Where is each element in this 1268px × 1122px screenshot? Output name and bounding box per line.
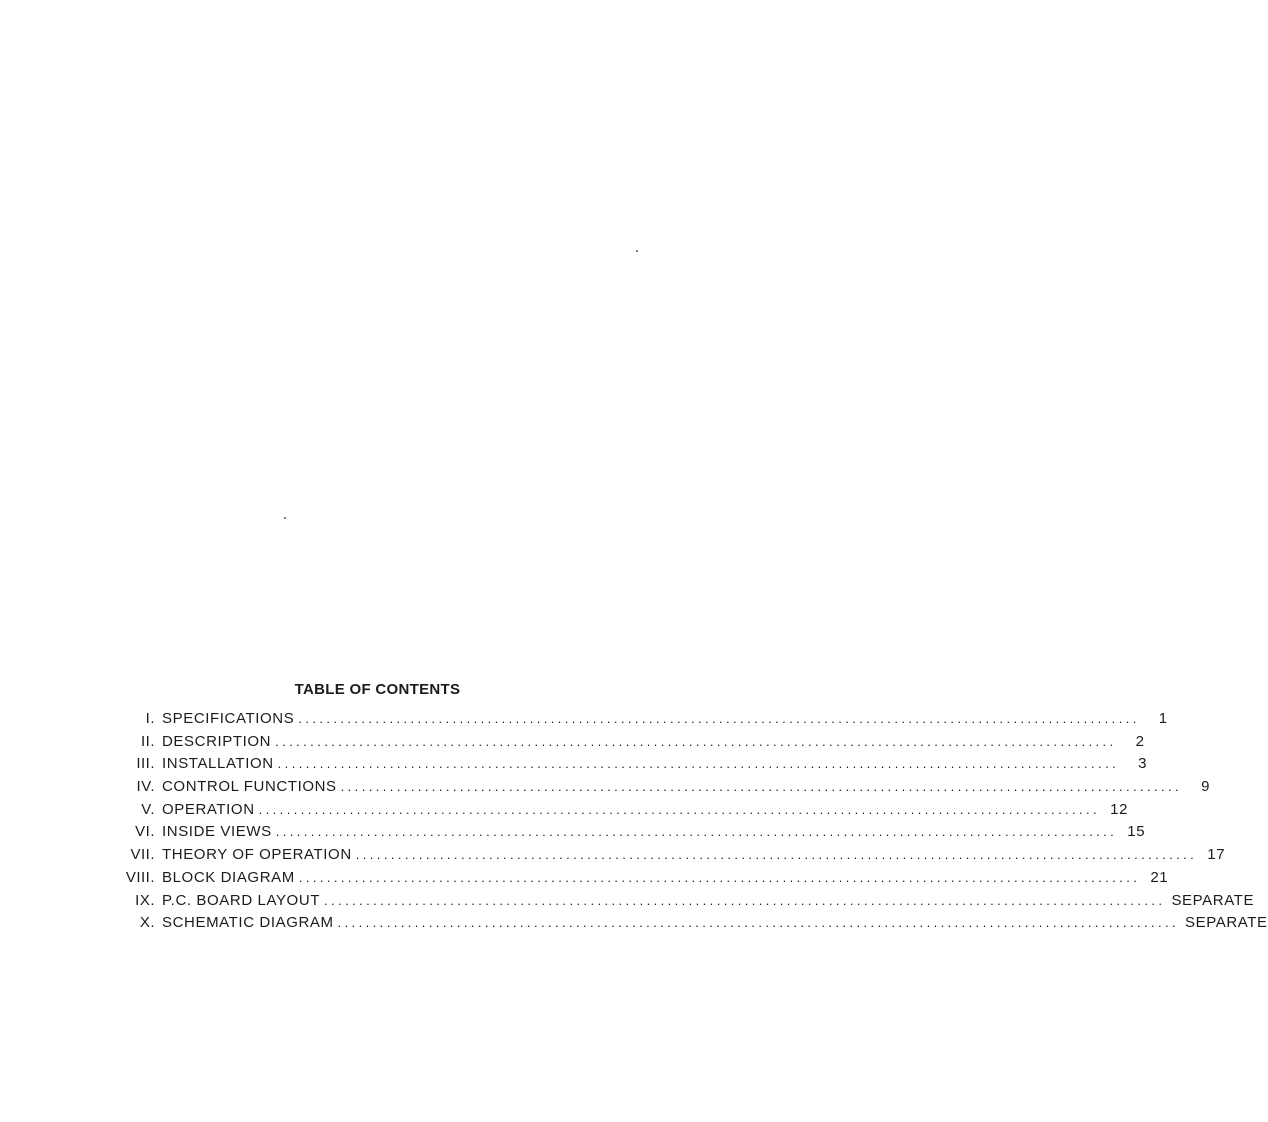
toc-entry-label: INSIDE VIEWS [162, 823, 272, 841]
dot-leader: ........................................................................................................................ [298, 711, 1140, 726]
toc-entry [105, 844, 1226, 867]
toc-entry [105, 776, 1211, 799]
toc-entry-label: P.C. BOARD LAYOUT [162, 891, 321, 909]
toc-entry [105, 708, 1168, 731]
toc-entry-number: VI. [135, 823, 155, 841]
scan-speck [636, 250, 638, 252]
toc-entry-number: X. [139, 914, 155, 932]
toc-entry [105, 890, 1255, 913]
toc-entry [105, 753, 1148, 776]
toc-entry-number: VII. [130, 846, 155, 864]
toc-entry-number: VIII. [125, 868, 155, 886]
toc-entry-page: 17 [1207, 846, 1226, 864]
toc-entry [105, 867, 1169, 890]
dot-leader: ........................................................................................................................ [355, 847, 1198, 863]
toc-entry-label: THEORY OF OPERATION [162, 846, 352, 864]
toc-entry-number: III. [136, 755, 155, 773]
dot-leader: ........................................................................................................................ [275, 824, 1118, 840]
dot-leader: ........................................................................................................................ [277, 756, 1120, 772]
toc-entry [105, 912, 1268, 935]
toc-entry [105, 731, 1145, 754]
toc-entry-number: I. [145, 710, 155, 727]
toc-entry [105, 821, 1146, 844]
toc-entry-number: IX. [135, 891, 155, 909]
toc-entry-label: SCHEMATIC DIAGRAM [162, 914, 334, 932]
dot-leader: ........................................................................................................................ [340, 779, 1183, 795]
toc-entry-page: 12 [1110, 800, 1129, 818]
toc-entry-page: 15 [1127, 823, 1146, 841]
toc-entry-page: 3 [1138, 755, 1148, 773]
dot-leader: ........................................................................................................................ [337, 915, 1180, 931]
toc-entry-page: 2 [1135, 732, 1145, 750]
scan-speck [284, 517, 286, 519]
toc-entry-page: 21 [1150, 868, 1169, 886]
toc-entry-page: 1 [1158, 710, 1168, 727]
toc-entry-label: BLOCK DIAGRAM [162, 868, 295, 886]
toc-entry-label: DESCRIPTION [162, 732, 272, 750]
toc-entry-number: V. [141, 800, 155, 818]
dot-leader: ........................................................................................................................ [258, 801, 1101, 817]
toc-title: TABLE OF CONTENTS [294, 681, 461, 698]
toc-entry-page: SEPARATE [1185, 914, 1268, 932]
toc-entry-page: SEPARATE [1171, 891, 1255, 909]
dot-leader: ........................................................................................................................ [298, 869, 1141, 885]
toc-entry-page: 9 [1201, 778, 1211, 796]
dot-leader: ........................................................................................................................ [275, 733, 1117, 749]
toc-entry-label: INSTALLATION [162, 755, 274, 773]
dot-leader: ........................................................................................................................ [324, 892, 1166, 908]
toc-entry-label: SPECIFICATIONS [162, 710, 295, 727]
toc-entry-number: IV. [136, 778, 155, 796]
toc-entry-label: OPERATION [162, 800, 255, 818]
toc-entry [105, 799, 1129, 822]
toc-entry-number: II. [140, 732, 155, 750]
toc-list [105, 708, 1268, 935]
toc-entry-label: CONTROL FUNCTIONS [162, 778, 337, 796]
